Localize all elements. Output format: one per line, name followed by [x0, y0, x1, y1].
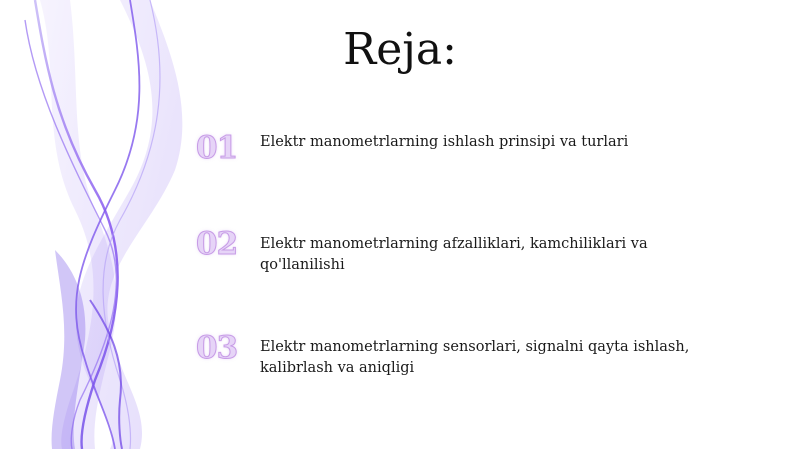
agenda-item-text: Elektr manometrlarning ishlash prinsipi va turlari — [260, 134, 629, 150]
agenda-item-text: Elektr manometrlarning sensorlari, signalni qayta ishlash, kalibrlash va aniqligi — [260, 339, 690, 376]
agenda-item — [196, 226, 756, 286]
smoke-wave-decoration — [0, 0, 200, 449]
agenda-item — [196, 130, 756, 190]
agenda-item-number: 02 — [196, 226, 238, 262]
agenda-item-number: 03 — [196, 330, 238, 366]
agenda-item — [196, 330, 756, 390]
slide-title: Reja: — [343, 24, 457, 75]
agenda-item-text: Elektr manometrlarning afzalliklari, kamchiliklari va qo'llanilishi — [260, 236, 648, 273]
agenda-item-number: 01 — [196, 130, 238, 166]
